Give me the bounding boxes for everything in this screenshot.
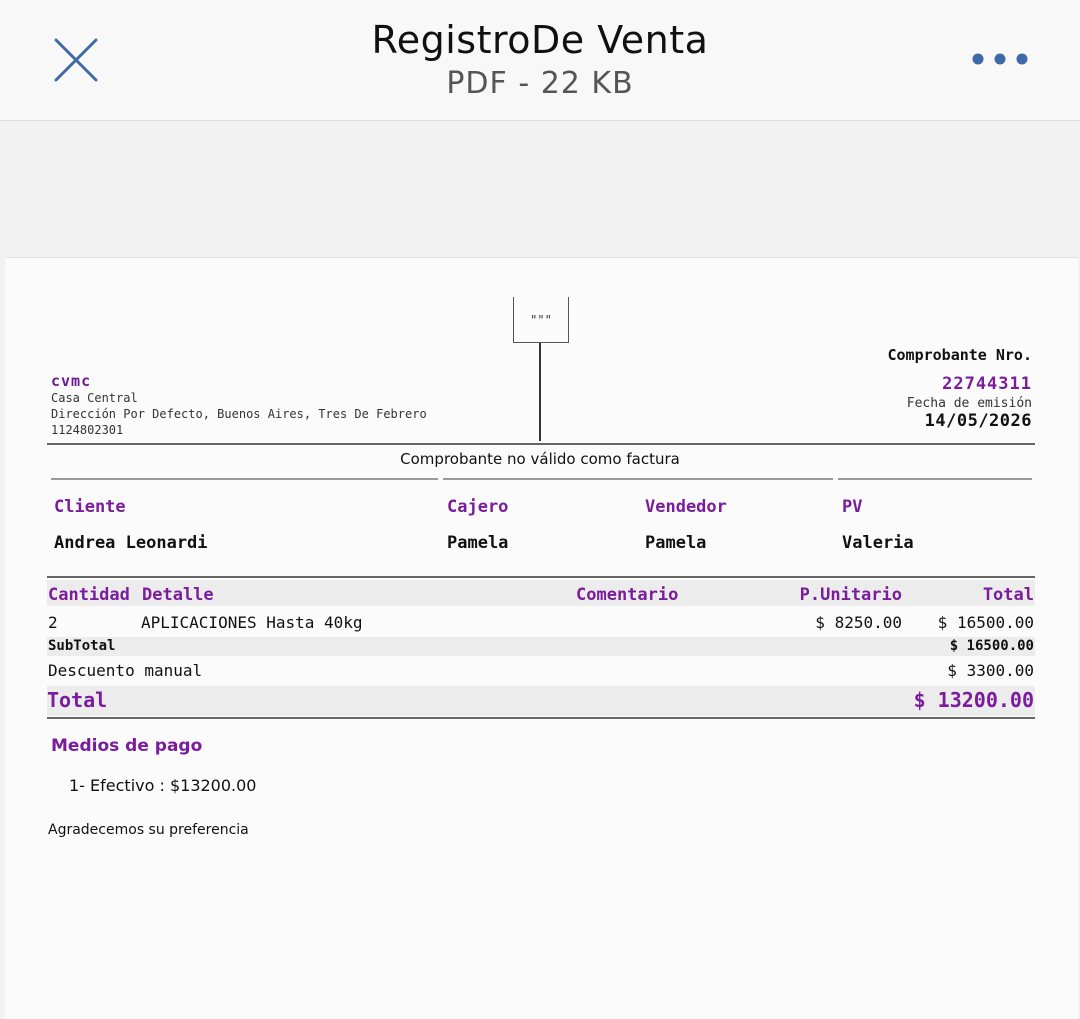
col-header-comment: Comentario <box>576 585 679 605</box>
top-bar <box>0 0 1080 121</box>
payment-method-item: 1- Efectivo : $13200.00 <box>69 776 257 795</box>
seller-label: Vendedor <box>645 497 727 517</box>
divider <box>838 478 1032 480</box>
total-label: Total <box>47 688 108 712</box>
header-divider-vertical <box>539 343 541 441</box>
document-subtitle: PDF - 22 KB <box>446 66 634 101</box>
close-icon <box>48 32 104 88</box>
cashier-name: Pamela <box>447 533 509 553</box>
discount-value: $ 3300.00 <box>947 661 1034 680</box>
company-address: Dirección Por Defecto, Buenos Aires, Tres De Febrero <box>51 407 427 421</box>
divider <box>443 478 833 480</box>
voucher-number: 22744311 <box>942 374 1032 394</box>
payment-methods-title: Medios de pago <box>51 736 203 756</box>
thanks-message: Agradecemos su preferencia <box>48 822 249 838</box>
pv-label: PV <box>842 497 863 517</box>
client-name: Andrea Leonardi <box>54 533 208 553</box>
divider <box>47 576 1035 578</box>
client-label: Cliente <box>54 497 126 517</box>
company-branch: Casa Central <box>51 391 138 405</box>
total-row-bg <box>47 686 1035 716</box>
close-button[interactable] <box>48 32 104 88</box>
col-header-unit-price: P.Unitario <box>799 585 902 605</box>
row-detail: APLICACIONES Hasta 40kg <box>141 613 363 632</box>
more-dots-icon <box>966 44 1036 74</box>
document-title: RegistroDe Venta <box>371 18 709 62</box>
seller-name: Pamela <box>645 533 707 553</box>
pv-name: Valeria <box>842 533 914 553</box>
subtotal-row-bg <box>47 637 1035 656</box>
subtotal-value: $ 16500.00 <box>949 638 1034 654</box>
subtotal-label: SubTotal <box>48 638 116 654</box>
divider <box>47 443 1035 445</box>
company-phone: 1124802301 <box>51 423 124 437</box>
company-name: cvmc <box>51 372 92 390</box>
invalid-invoice-notice: Comprobante no válido como factura <box>400 450 680 468</box>
voucher-date-label: Fecha de emisión <box>906 396 1032 411</box>
col-header-quantity: Cantidad <box>48 585 130 605</box>
divider <box>47 717 1035 719</box>
col-header-total: Total <box>982 585 1034 605</box>
col-header-detail: Detalle <box>142 585 214 605</box>
divider <box>51 478 438 480</box>
voucher-info <box>888 346 1033 431</box>
cashier-label: Cajero <box>447 497 509 517</box>
voucher-date: 14/05/2026 <box>924 411 1032 431</box>
row-quantity: 2 <box>48 613 58 632</box>
row-total: $ 16500.00 <box>937 613 1034 632</box>
company-info <box>51 372 427 438</box>
voucher-label: Comprobante Nro. <box>887 346 1032 364</box>
logo-placeholder: """ <box>513 297 569 343</box>
title-group <box>240 18 840 101</box>
more-options-button[interactable] <box>966 44 1036 74</box>
discount-label: Descuento manual <box>48 661 203 680</box>
total-value: $ 13200.00 <box>913 688 1034 712</box>
row-unit-price: $ 8250.00 <box>815 613 902 632</box>
